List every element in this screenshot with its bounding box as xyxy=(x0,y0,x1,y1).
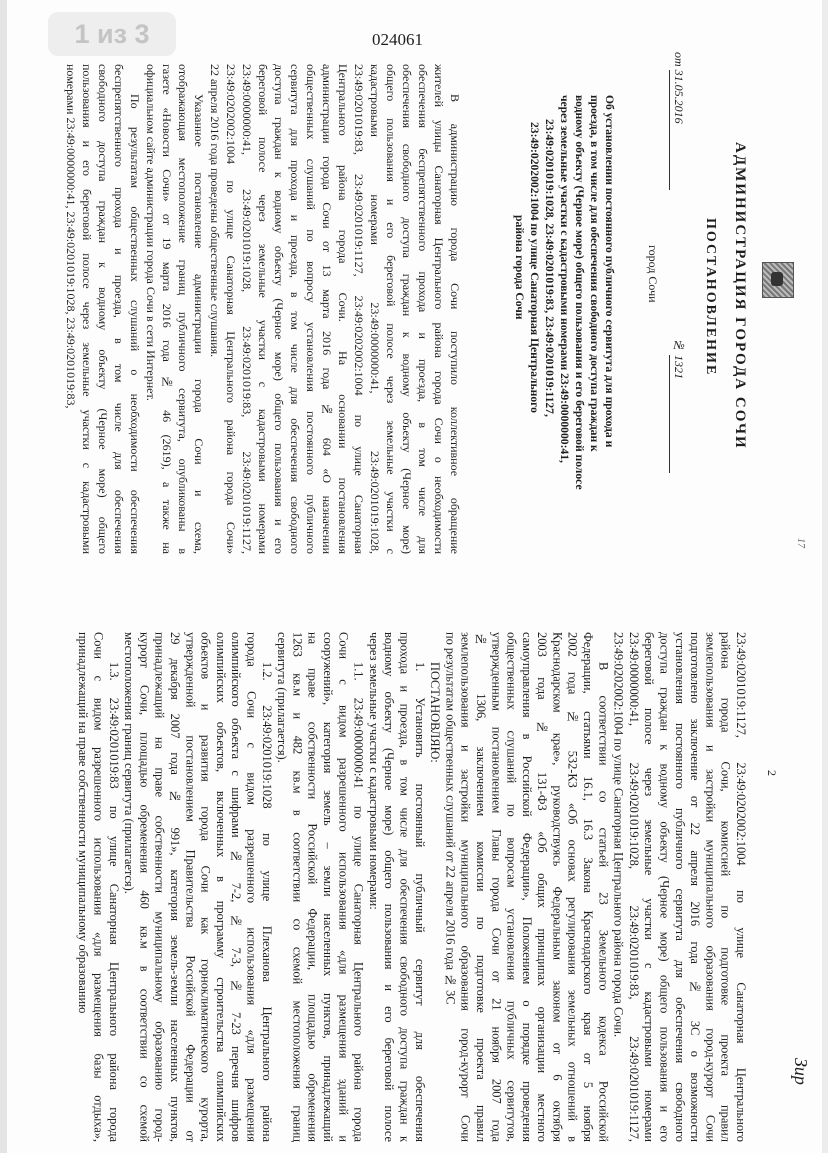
text-line: 2002 года № 532-КЗ «Об основах регулирования земельных отношений в xyxy=(565,632,580,1142)
text-line: доступа граждан к водному объекту (Черное море) общего пользования и его xyxy=(272,64,286,554)
text-line: 1.2. 23:49:0201019:1028 по улице Плеханова Центрального района xyxy=(259,662,274,1142)
doc-date: от 31.05.2016 xyxy=(672,52,686,124)
margin-mark: 17 xyxy=(795,538,806,548)
text-line: береговой полосе через земельные участки с кадастровыми номерами xyxy=(256,64,270,554)
viewer-scrollbar[interactable] xyxy=(822,0,828,1153)
text-line: 1.3. 23:49:0201019:83 по улице Санаторная Центрального района города xyxy=(106,662,121,1142)
text-line: водному объекту (Черное море) общего пользования и его береговой полосе xyxy=(382,632,397,1142)
page1-body xyxy=(63,64,463,554)
text-line: сервитута для прохода и проезда, в том числе для обеспечения свободного xyxy=(288,64,302,554)
text-line: Сочи с видом разрешенного использования «для размещения базы отдыха», xyxy=(91,632,106,1142)
viewer-left-edge xyxy=(0,0,7,1153)
text-line: 1263 кв.м и 482 кв.м в соответствии со схемой местоположения границ xyxy=(290,632,305,1142)
text-line: По результатам общественных слушаний о необходимости обеспечения xyxy=(128,94,142,554)
text-line: объектов и развития города Сочи как горноклиматического курорта, xyxy=(198,632,213,1142)
text-line: 1.1. 23:49:0000000:41 по улице Санаторная Центрального района города xyxy=(351,662,366,1142)
text-line: на праве собственности Российской Федерации, площадью обременения xyxy=(305,632,320,1142)
city-name: город Сочи xyxy=(646,245,660,303)
text-line: общественных слушаний по вопросам установления публичных сервитутов, xyxy=(504,632,519,1142)
text-line: Федерации, статьями 16.1, 16.3 Закона Краснодарского края от 5 ноября xyxy=(581,632,596,1142)
text-line: № 1306, заключением комиссии по подготовке проекта правил xyxy=(473,632,488,1142)
page2-body xyxy=(75,632,748,1142)
text-line: В соответствии со статьей 23 Земельного кодекса Российской xyxy=(596,662,611,1142)
text-line: официальном сайте администрации города Сочи в сети Интернет. xyxy=(144,64,158,401)
text-line: обеспечения беспрепятственного прохода и проезда, в том числе для xyxy=(416,64,430,554)
text-line: обеспечения свободного доступа граждан к водному объекту (Черное море) xyxy=(400,64,414,554)
text-line: самоуправления в Российской Федерации», Положением о порядке проведения xyxy=(519,632,534,1142)
text-line: подготовлено заключение от 22 апреля 2016 года № 3С о возможности xyxy=(688,632,703,1142)
text-line: олимпийского объекта с шифрами № 7-2, № 7-3, № 7-23 перечня шифров xyxy=(229,632,244,1142)
text-line: 1. Установить постоянный публичный сервитут для обеспечения xyxy=(412,662,427,1142)
text-line: принадлежащий на праве собственности муниципальному образованию xyxy=(76,632,91,1014)
text-line: жителей улицы Санаторная Центрального района города Сочи о необходимости xyxy=(432,64,446,554)
text-line: пользования и его береговой полосе через земельные участки с кадастровыми xyxy=(80,64,94,554)
text-line: курорт Сочи, площадью обременения 460 кв.м в соответствии со схемой xyxy=(137,632,152,1142)
text-line: ПОСТАНОВЛЯЮ: xyxy=(428,662,443,763)
text-line: Указанное постановление администрации города Сочи и схема, xyxy=(192,94,206,554)
text-line: 23:49:0202002:1004 по улице Санаторная Центрального района города Сочи. xyxy=(611,632,626,1038)
text-line: 29 декабря 2007 года № 991», категория земель-земли населенных пунктов, xyxy=(168,632,183,1142)
date-underline xyxy=(669,70,670,190)
page-number: 2 xyxy=(765,770,779,776)
text-line: через земельные участки с кадастровыми номерами: xyxy=(366,632,381,910)
text-line: района города Сочи, комиссией по подготовке проекта правил xyxy=(718,632,733,1142)
text-line: береговой полосе через земельные участки с кадастровыми номерами xyxy=(642,632,657,1142)
text-line: газете «Новости Сочи» от 19 марта 2016 года № 46 (2619), а также на xyxy=(160,64,174,554)
text-line: утвержденным постановлением Главы города Сочи от 21 ноября 2007 года xyxy=(489,632,504,1142)
org-name: АДМИНИСТРАЦИЯ ГОРОДА СОЧИ xyxy=(732,142,748,450)
text-line: города Сочи с видом разрешенного использования «для размещения xyxy=(244,632,259,1142)
text-line: установления постоянного публичного сервитута для обеспечения свободного xyxy=(672,632,687,1142)
text-line: сервитута (прилагается). xyxy=(275,632,290,763)
text-line: 23:49:0201019:1127, 23:49:0202002:1004 по улице Санаторная Центрального xyxy=(734,632,748,1142)
text-line: Сочи с видом разрешенного использования «для размещения зданий и xyxy=(336,632,351,1142)
text-line: Центрального района города Сочи. На основании постановления xyxy=(336,64,350,554)
title-line: Об установлении постоянного публичного сервитута для прохода и xyxy=(603,95,616,448)
text-line: администрации города Сочи от 13 марта 2016 года № 604 «О назначении xyxy=(320,64,334,554)
coat-of-arms-emblem xyxy=(762,262,794,298)
title-line: водному объекту (Черное море) общего пользования и его береговой полосе xyxy=(573,95,586,490)
title-line: проезда, в том числе для обеспечения свободного доступа граждан к xyxy=(588,95,601,452)
text-line: 23:49:0201019:83, 23:49:0201019:1127, 23:49:0202002:1004 по улице Санаторная xyxy=(352,64,366,554)
text-line: Краснодарском крае», руководствуясь Федеральным законом от 6 октября xyxy=(550,632,565,1142)
text-line: прохода и проезда, в том числе для обеспечения свободного доступа граждан к xyxy=(397,632,412,1142)
text-line: кадастровыми номерами 23:49:0000000:41, 23:49:0201019:1028, xyxy=(368,64,382,554)
text-line: 22 апреля 2016 года проведены общественные слушания. xyxy=(208,64,222,358)
doc-number: № 1321 xyxy=(672,338,686,379)
text-line: общественных слушаний по вопросу установления постоянного публичного xyxy=(304,64,318,554)
title-line: 23:49:0201019:1028, 23:49:0201019:83, 23:49:0201019:1127, xyxy=(543,118,556,417)
text-line: 23:49:0202002:1004 по улице Санаторная Центрального района города Сочи» xyxy=(224,64,238,554)
text-line: сооружений», категория земель – земли населенных пунктов, принадлежащий xyxy=(320,632,335,1142)
title-line: района города Сочи xyxy=(513,215,526,320)
text-line: В администрацию города Сочи поступило коллективное обращение xyxy=(448,94,462,554)
text-line: олимпийских объектов, включенных в программу строительства олимпийских xyxy=(213,632,228,1142)
stamp-number: 024061 xyxy=(372,30,423,49)
text-line: 23:49:0000000:41, 23:49:0201019:1028, 23:49:0201019:83, 23:49:0201019:1127, xyxy=(240,64,254,554)
title-line: через земельные участки с кадастровыми номерами 23:49:0000000:41, xyxy=(558,95,571,463)
text-line: по результатам общественных слушаний от 22 апреля 2016 года № 3С xyxy=(443,632,458,1005)
text-line: землепользования и застройки муниципального образования город-курорт Сочи xyxy=(458,632,473,1142)
title-line: 23:49:0202002:1004 по улице Санаторная Центрального xyxy=(528,122,541,413)
text-line: общего пользования и его береговой полосе через земельные участки с xyxy=(384,64,398,554)
text-line: землепользования и застройки муниципального образования город-курорт Сочи xyxy=(703,632,718,1142)
doc-type: ПОСТАНОВЛЕНИЕ xyxy=(703,218,718,377)
text-line: утвержденной постановлением Правительства Российской Федерации от xyxy=(183,632,198,1142)
text-line: принадлежащий на праве собственности муниципальному образованию город- xyxy=(152,632,167,1142)
text-line: отображающая местоположение границ публичного сервитута, опубликованы в xyxy=(176,64,190,554)
text-line: свободного доступа граждан к водному объекту (Черное море) общего xyxy=(96,64,110,554)
text-line: местоположения границ сервитута (прилагается). xyxy=(122,632,137,894)
text-line: 23:49:0000000:41, 23:49:0201019:1028, 23:49:0201019:83, 23:49:0201019:1127, xyxy=(626,632,641,1142)
doc-title xyxy=(512,95,617,490)
number-underline xyxy=(669,355,670,473)
text-line: доступа граждан к водному объекту (Черное море) общего пользования и его xyxy=(657,632,672,1142)
page-indicator-badge: 1 из 3 xyxy=(48,12,176,56)
text-line: номерами 23:49:0000000:41, 23:49:0201019:1028, 23:49:0201019:83, xyxy=(64,64,78,409)
handwritten-mark: Зир xyxy=(791,1058,811,1085)
text-line: беспрепятственного прохода и проезда, в том числе для обеспечения xyxy=(112,64,126,554)
text-line: 2003 года № 131-ФЗ «Об общих принципах организации местного xyxy=(535,632,550,1142)
